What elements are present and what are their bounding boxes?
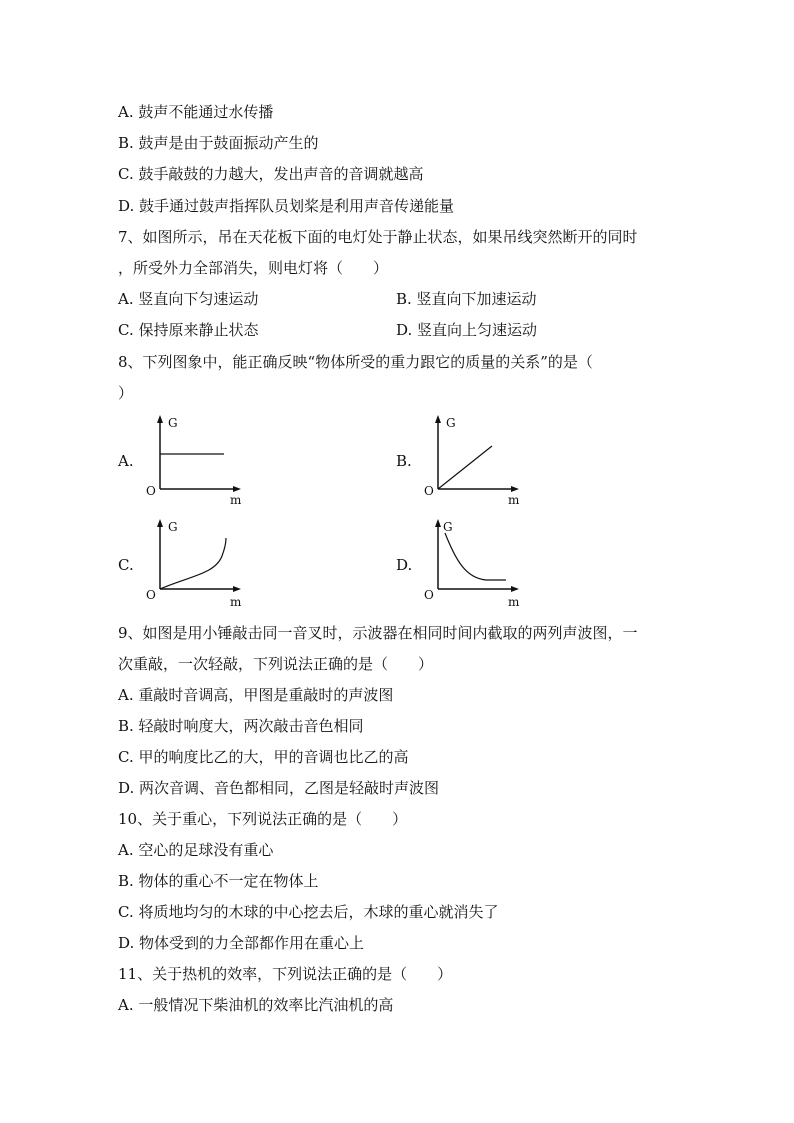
q8-graph-c: [140, 516, 250, 611]
graph-a-origin: O: [146, 484, 156, 498]
q7-stem-line1: 7、如图所示，吊在天花板下面的电灯处于静止状态，如果吊线突然断开的同时: [118, 228, 638, 246]
graph-b-y-label: G: [446, 416, 456, 430]
q10-stem: 10、关于重心，下列说法正确的是（ ）: [118, 810, 408, 828]
q7-option-c: C. 保持原来静止状态: [118, 321, 259, 339]
q6-option-c: C. 鼓手敲鼓的力越大，发出声音的音调就越高: [118, 165, 424, 183]
q8-graph-a-label: A.: [118, 452, 134, 470]
q8-graph-b: [418, 412, 528, 507]
q9-option-a: A. 重敲时音调高，甲图是重敲时的声波图: [118, 686, 394, 704]
q8-stem-line1: 8、下列图象中，能正确反映“物体所受的重力跟它的质量的关系”的是（: [118, 353, 593, 371]
graph-a-x-label: m: [230, 493, 242, 507]
q8-graph-a: [140, 412, 250, 507]
q11-option-a: A. 一般情况下柴油机的效率比汽油机的高: [118, 996, 394, 1014]
graph-d-x-label: m: [508, 595, 520, 609]
graph-c-x-label: m: [230, 595, 242, 609]
q9-option-d: D. 两次音调、音色都相同，乙图是轻敲时声波图: [118, 779, 440, 797]
q10-option-b: B. 物体的重心不一定在物体上: [118, 872, 319, 890]
q7-option-d: D. 竖直向上匀速运动: [396, 321, 538, 339]
q11-stem: 11、关于热机的效率，下列说法正确的是（ ）: [118, 965, 453, 983]
graph-d-curve: [445, 533, 506, 580]
q6-option-d: D. 鼓手通过鼓声指挥队员划桨是利用声音传递能量: [118, 197, 455, 215]
q7-stem-line2: ，所受外力全部消失，则电灯将（ ）: [118, 259, 389, 277]
graph-c-y-label: G: [168, 520, 178, 534]
q8-graph-d-label: D.: [396, 556, 413, 574]
q7-option-b: B. 竖直向下加速运动: [396, 290, 537, 308]
graph-b-x-label: m: [508, 493, 520, 507]
graph-d-origin: O: [424, 588, 434, 602]
q10-option-a: A. 空心的足球没有重心: [118, 841, 274, 859]
q7-option-a: A. 竖直向下匀速运动: [118, 290, 259, 308]
q8-graph-b-label: B.: [396, 452, 412, 470]
q9-stem-line2: 次重敲，一次轻敲，下列说法正确的是（ ）: [118, 655, 434, 673]
q8-graph-c-label: C.: [118, 556, 134, 574]
q6-option-b: B. 鼓声是由于鼓面振动产生的: [118, 134, 319, 152]
graph-c-origin: O: [146, 588, 156, 602]
q9-option-b: B. 轻敲时响度大，两次敲击音色相同: [118, 717, 364, 735]
q10-option-d: D. 物体受到的力全部都作用在重心上: [118, 934, 365, 952]
q9-stem-line1: 9、如图是用小锤敲击同一音叉时，示波器在相同时间内截取的两列声波图，一: [118, 624, 638, 642]
q6-option-a: A. 鼓声不能通过水传播: [118, 103, 274, 121]
graph-b-curve: [438, 446, 492, 489]
q8-stem-line2: ）: [118, 384, 134, 402]
graph-d-y-label: G: [443, 520, 453, 534]
q9-option-c: C. 甲的响度比乙的大，甲的音调也比乙的高: [118, 748, 409, 766]
graph-a-y-label: G: [168, 416, 178, 430]
q8-graph-d: [418, 516, 528, 611]
graph-b-origin: O: [424, 484, 434, 498]
q10-option-c: C. 将质地均匀的木球的中心挖去后，木球的重心就消失了: [118, 903, 499, 921]
graph-c-curve: [160, 538, 226, 589]
